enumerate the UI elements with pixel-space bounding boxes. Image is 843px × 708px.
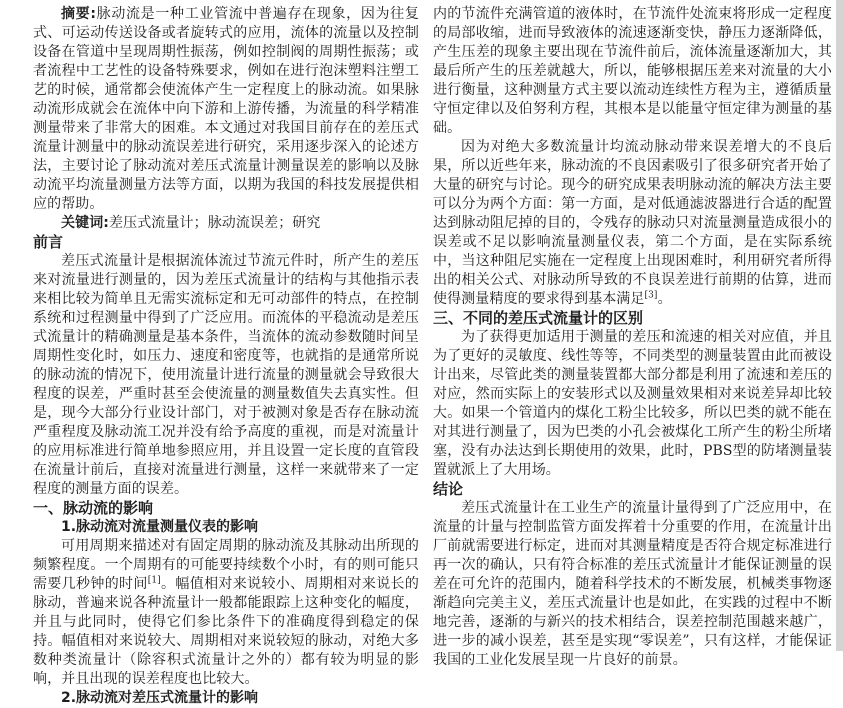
continuation-paragraph: 内的节流件充满管道的液体时，在节流件处流束将形成一定程度的局部收缩，进而导致液体的流速逐渐变快，静压力逐渐降低，产生压差的现象主要出现在节流件前后，流体流量逐渐加大，其最后所产生的压差就越大，所以，能够根据压差来对流量的大小进行衡量，这种测量方式主要以流动连续性方程为主，遵循质量守恒定律以及伯努利方程，其根本是以能量守恒定律为测量的基础。: [433, 6, 832, 136]
heading-sub2: 2.脉动流对差压式流量计的影响: [61, 690, 259, 706]
meter-types-paragraph: 为了获得更加适用于测量的差压和流速的相关对应值，并且为了更好的灵敏度、线性等等，不同类型的测量装置由此而被设计出来，尽管此类的测量装置都大部分都是利用了流速和差压的对应，然而实际上的安装形式以及测量效果相对来说差异却比较大。如果一个管道内的煤化工粉尘比较多，所以巴类的就不能在对其进行测量了，因为巴类的小孔会被煤化工所产生的粉尘所堵塞，没有办法达到长期使用的效果，此时，PBS型的防堵测量装置就派上了大用场。: [433, 329, 832, 478]
research-text-before-ref: 因为对绝大多数流量计均流动脉动带来误差增大的不良后果，所以近些年来，脉动流的不良因素吸引了很多研究者开始了大量的研究与讨论。现今的研究成果表明脉动流的解决方法主要可以分为两个方面：第一方面，是对低通滤波器进行合适的配置达到脉动阻尼掉的目的，令残存的脉动只对流量测量造成很小的误差或不足以影响流量测量仪表，第二个方面，是在实际系统中，当这种阻尼实施在一定程度上出现困难时，利用研究者所得出的相关公式、对脉动所导致的不良误差进行前期的估算，进而使得测量精度的要求得到基本满足: [433, 139, 832, 307]
abstract-paragraph: [33, 5, 419, 214]
sub1-text-before-ref: 可用周期来描述对有固定周期的脉动流及其脉动出所现的频繁程度。一个周期有的可能要持续数个小时，有的则可能只需要几秒钟的时间: [33, 538, 419, 592]
research-text-after-ref: 。: [657, 291, 672, 307]
page-edge-strip: [836, 0, 843, 651]
right-column: [433, 5, 832, 668]
citation-ref-3: [3]: [644, 290, 658, 301]
preface-paragraph: 差压式流量计是根据流体流过节流元件时，所产生的差压来对流量进行测量的，因为差压式流量计的结构与其他指示表来相比较为简单且无需实流标定和无可动部件的特点，在控制系统和过程测量中得到了广泛应用。而流体的平稳流动是差压式流量计的精确测量是基本条件，当流体的流动参数随时间呈周期性变化时，如压力、速度和密度等，也就指的是通常所说的脉动流的情况下，使用流量计进行流量的测量就会导致很大程度的误差，严重时甚至会使流量的测量数值失去真实性。但是，现今大部分行业设计部门，对于被测对象是否存在脉动流严重程度及脉动流工况并没有给予高度的重视，而是对流量计的应用标准进行简单地参照应用，并且设置一定长度的直管段在流量计前后，直接对流量进行测量，这样一来就带来了一定程度的测量方面的误差。: [33, 253, 419, 497]
research-paragraph: [433, 138, 832, 309]
heading-conclusion: 结论: [433, 480, 464, 498]
abstract-label: 摘要:: [61, 6, 97, 22]
heading-section1: 一、脉动流的影响: [33, 499, 154, 517]
abstract-text: 脉动流是一种工业管流中普遍存在现象，因为往复式、可运动传送设备或者旋转式的应用，流体的流量以及控制设备在管道中呈现周期性振荡，例如控制阀的周期性振荡；或者流程中工艺性的设备特殊要求，例如在进行泡沫塑料注塑工艺的时候，通常都会使流体产生一定程度上的脉动流。如果脉动流形成就会在流体中向下游和上游传播，为流量的科学精准测量带来了非常大的困难。本文通过对我国目前存在的差压式流量计测量中的脉动流误差进行研究，采用逐步深入的论述方法，主要讨论了脉动流对差压式流量计测量误差的影响以及脉动流平均流量测量方法等方面，以期为我国的科技发展提供相应的帮助。: [33, 6, 419, 212]
sub1-paragraph: [33, 537, 419, 689]
heading-sub1: 1.脉动流对流量测量仪表的影响: [61, 519, 259, 535]
left-column: [33, 5, 419, 706]
heading-section3: 三、不同的差压式流量计的区别: [433, 309, 644, 327]
keywords-line: [33, 214, 419, 233]
conclusion-paragraph: 差压式流量计在工业生产的流量计量得到了广泛应用中，在流量的计量与控制监管方面发挥着十分重要的作用，在流量计出厂前就需要进行标定，进而对其测量精度是否符合规定标准进行再一次的确认，只有符合标准的差压式流量计才能保证测量的误差在可允许的范围内，随着科学技术的不断发展，机械类事物逐渐趋向完美主义，差压式流量计也是如此，在实践的过程中不断地完善，逐渐的与新兴的技术相结合，误差控制范围越来越广，进一步的减小误差，甚至是实现“零误差”，只有这样，才能保证我国的工业化发展呈现一片良好的前景。: [433, 500, 832, 668]
sub1-text-after-ref: 。幅值相对来说较小、周期相对来说长的脉动，普遍来说各种流量计一般都能跟踪上这种变化的幅度，并且与此同时，使得它们参比条件下的准确度得到稳定的保持。幅值相对来说较大、周期相对来说较短的脉动，对绝大多数种类流量计（除容积式流量计之外的）都有较为明显的影响，并且出现的误差程度也比较大。: [33, 576, 419, 687]
heading-preface: 前言: [33, 233, 64, 251]
keywords-label: 关键词:: [61, 215, 109, 231]
keywords-text: 差压式流量计；脉动流误差；研究: [109, 215, 321, 231]
citation-ref-1: [1]: [147, 575, 161, 586]
